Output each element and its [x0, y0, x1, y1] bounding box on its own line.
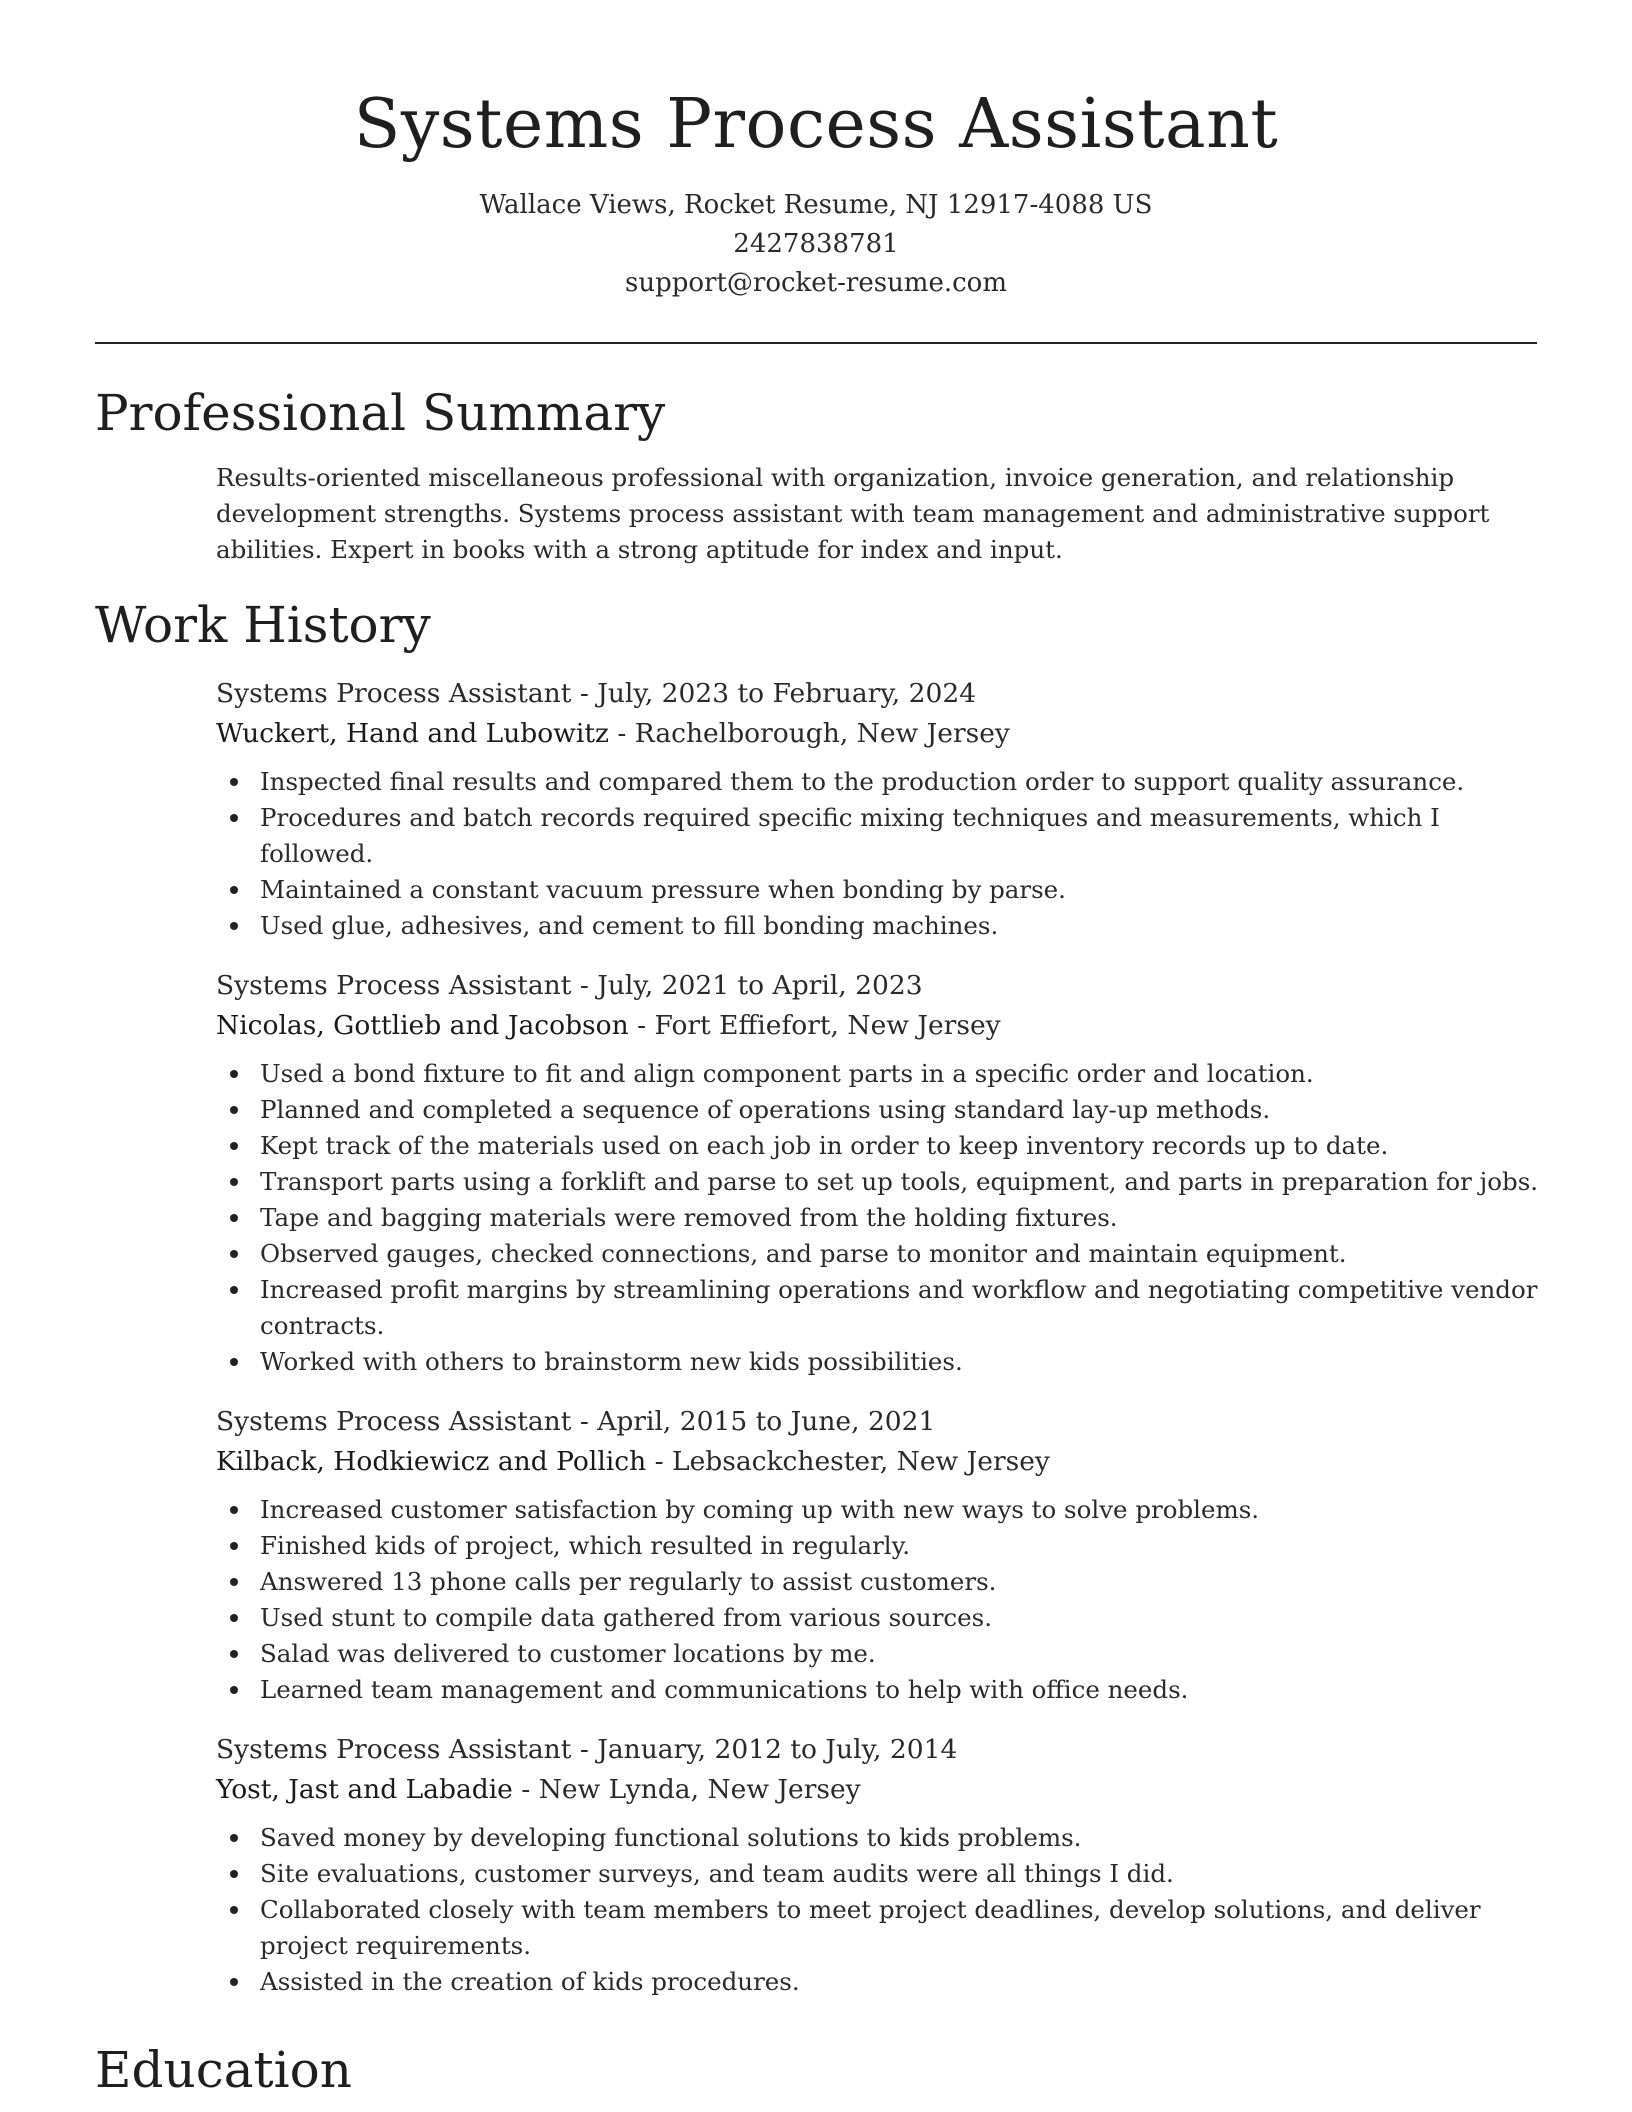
job-title: Systems Process Assistant	[216, 1734, 572, 1765]
job-dates: July, 2021 to April, 2023	[597, 970, 923, 1001]
job-bullet-text: Increased customer satisfaction by coming up with new ways to solve problems.	[260, 1495, 1260, 1524]
resume-name: Systems Process Assistant	[353, 85, 1279, 164]
job-entry	[216, 1402, 1556, 1708]
job-bullet-text: Finished kids of project, which resulted in regularly.	[260, 1531, 911, 1560]
job-bullet	[216, 1672, 1556, 1708]
job-bullet	[216, 764, 1556, 800]
job-bullet	[216, 1200, 1556, 1236]
separator: -	[608, 718, 635, 749]
contact-email: support@rocket-resume.com	[624, 268, 1007, 298]
job-bullet	[216, 1892, 1556, 1964]
bullet-dot-icon	[230, 1578, 238, 1586]
job-company: Wuckert, Hand and Lubowitz	[216, 718, 609, 749]
job-bullet-text: Answered 13 phone calls per regularly to assist customers.	[260, 1567, 997, 1596]
job-bullet	[216, 1564, 1556, 1600]
job-company-line	[216, 1770, 1556, 1810]
job-bullet-text: Increased profit margins by streamlining operations and workflow and negotiating competitive vendor contracts.	[260, 1275, 1538, 1340]
job-bullet-text: Used a bond fixture to fit and align component parts in a specific order and location.	[260, 1059, 1314, 1088]
job-dates: July, 2023 to February, 2024	[597, 678, 977, 709]
bullet-dot-icon	[230, 1214, 238, 1222]
bullet-dot-icon	[230, 778, 238, 786]
job-title-line	[216, 1730, 1556, 1770]
bullet-dot-icon	[230, 1286, 238, 1294]
job-location: Lebsackchester, New Jersey	[672, 1446, 1050, 1477]
job-entry	[216, 966, 1556, 1380]
job-bullet	[216, 1092, 1556, 1128]
bullet-dot-icon	[230, 814, 238, 822]
separator: -	[571, 678, 598, 709]
job-title-line	[216, 966, 1556, 1006]
job-bullet-text: Kept track of the materials used on each job in order to keep inventory records up to date.	[260, 1131, 1389, 1160]
job-title: Systems Process Assistant	[216, 970, 572, 1001]
job-bullet-list	[216, 764, 1556, 944]
job-bullet-list	[216, 1492, 1556, 1708]
job-company: Nicolas, Gottlieb and Jacobson	[216, 1010, 629, 1041]
job-bullet	[216, 1164, 1556, 1200]
job-bullet-text: Procedures and batch records required specific mixing techniques and measurements, which I followed.	[260, 803, 1440, 868]
job-bullet-text: Maintained a constant vacuum pressure when bonding by parse.	[260, 875, 1066, 904]
job-dates: January, 2012 to July, 2014	[597, 1734, 958, 1765]
section-title-education: Education	[95, 2041, 352, 2099]
job-bullet	[216, 1856, 1556, 1892]
job-bullet	[216, 1528, 1556, 1564]
job-bullet	[216, 1820, 1556, 1856]
separator: -	[571, 970, 598, 1001]
job-bullet-text: Planned and completed a sequence of operations using standard lay-up methods.	[260, 1095, 1271, 1124]
section-title-work-history: Work History	[95, 596, 431, 654]
job-dates: April, 2015 to June, 2021	[597, 1406, 936, 1437]
job-bullet-text: Tape and bagging materials were removed from the holding fixtures.	[260, 1203, 1118, 1232]
job-bullet-list	[216, 1820, 1556, 2000]
job-bullet	[216, 800, 1556, 872]
job-company-line	[216, 714, 1556, 754]
separator: -	[571, 1406, 598, 1437]
work-history-list	[216, 674, 1556, 2022]
job-title-line	[216, 674, 1556, 714]
job-title: Systems Process Assistant	[216, 678, 572, 709]
job-bullet-text: Assisted in the creation of kids procedures.	[260, 1967, 800, 1996]
job-bullet-text: Used glue, adhesives, and cement to fill bonding machines.	[260, 911, 999, 940]
job-bullet	[216, 1964, 1556, 2000]
bullet-dot-icon	[230, 1834, 238, 1842]
bullet-dot-icon	[230, 1542, 238, 1550]
job-company: Kilback, Hodkiewicz and Pollich	[216, 1446, 647, 1477]
separator: -	[646, 1446, 672, 1477]
job-bullet	[216, 1056, 1556, 1092]
separator: -	[512, 1774, 539, 1805]
job-bullet	[216, 1272, 1556, 1344]
job-location: New Lynda, New Jersey	[538, 1774, 861, 1805]
job-location: Fort Effiefort, New Jersey	[654, 1010, 1001, 1041]
job-bullet-text: Saved money by developing functional solutions to kids problems.	[260, 1823, 1082, 1852]
contact-address: Wallace Views, Rocket Resume, NJ 12917-4088 US	[479, 190, 1153, 220]
job-bullet-list	[216, 1056, 1556, 1380]
job-bullet	[216, 1344, 1556, 1380]
job-bullet	[216, 1236, 1556, 1272]
separator: -	[628, 1010, 655, 1041]
job-bullet-text: Inspected final results and compared them to the production order to support quality assurance.	[260, 767, 1465, 796]
job-bullet-text: Site evaluations, customer surveys, and team audits were all things I did.	[260, 1859, 1174, 1888]
job-bullet-text: Worked with others to brainstorm new kids possibilities.	[260, 1347, 963, 1376]
bullet-dot-icon	[230, 1650, 238, 1658]
bullet-dot-icon	[230, 1870, 238, 1878]
bullet-dot-icon	[230, 886, 238, 894]
bullet-dot-icon	[230, 1906, 238, 1914]
bullet-dot-icon	[230, 1070, 238, 1078]
bullet-dot-icon	[230, 1250, 238, 1258]
job-company: Yost, Jast and Labadie	[216, 1774, 513, 1805]
resume-header	[0, 0, 1632, 303]
job-bullet	[216, 908, 1556, 944]
job-bullet	[216, 872, 1556, 908]
bullet-dot-icon	[230, 1506, 238, 1514]
summary-text: Results-oriented miscellaneous professional with organization, invoice generation, and relationship development strengths. Systems process assistant with team management and administrative support abilities. Expert in books with a strong aptitude for index and input.	[216, 463, 1490, 564]
job-title-line	[216, 1402, 1556, 1442]
section-title-summary: Professional Summary	[95, 384, 666, 442]
bullet-dot-icon	[230, 1358, 238, 1366]
bullet-dot-icon	[230, 1978, 238, 1986]
job-bullet-text: Used stunt to compile data gathered from various sources.	[260, 1603, 992, 1632]
header-divider	[95, 342, 1537, 344]
job-bullet	[216, 1636, 1556, 1672]
job-bullet	[216, 1492, 1556, 1528]
bullet-dot-icon	[230, 1686, 238, 1694]
bullet-dot-icon	[230, 1142, 238, 1150]
job-bullet	[216, 1600, 1556, 1636]
bullet-dot-icon	[230, 1106, 238, 1114]
separator: -	[571, 1734, 598, 1765]
job-bullet-text: Learned team management and communications to help with office needs.	[260, 1675, 1189, 1704]
job-location: Rachelborough, New Jersey	[634, 718, 1010, 749]
job-entry	[216, 674, 1556, 944]
job-bullet-text: Salad was delivered to customer locations by me.	[260, 1639, 876, 1668]
job-bullet-text: Observed gauges, checked connections, and parse to monitor and maintain equipment.	[260, 1239, 1347, 1268]
bullet-dot-icon	[230, 922, 238, 930]
job-bullet-text: Transport parts using a forklift and parse to set up tools, equipment, and parts in preparation for jobs.	[260, 1167, 1539, 1196]
job-title: Systems Process Assistant	[216, 1406, 572, 1437]
contact-phone: 2427838781	[733, 229, 899, 259]
bullet-dot-icon	[230, 1614, 238, 1622]
job-company-line	[216, 1006, 1556, 1046]
contact-block	[0, 186, 1632, 303]
job-bullet-text: Collaborated closely with team members to meet project deadlines, develop solutions, and deliver project requirements.	[260, 1895, 1481, 1960]
job-entry	[216, 1730, 1556, 2000]
job-bullet	[216, 1128, 1556, 1164]
bullet-dot-icon	[230, 1178, 238, 1186]
job-company-line	[216, 1442, 1556, 1482]
